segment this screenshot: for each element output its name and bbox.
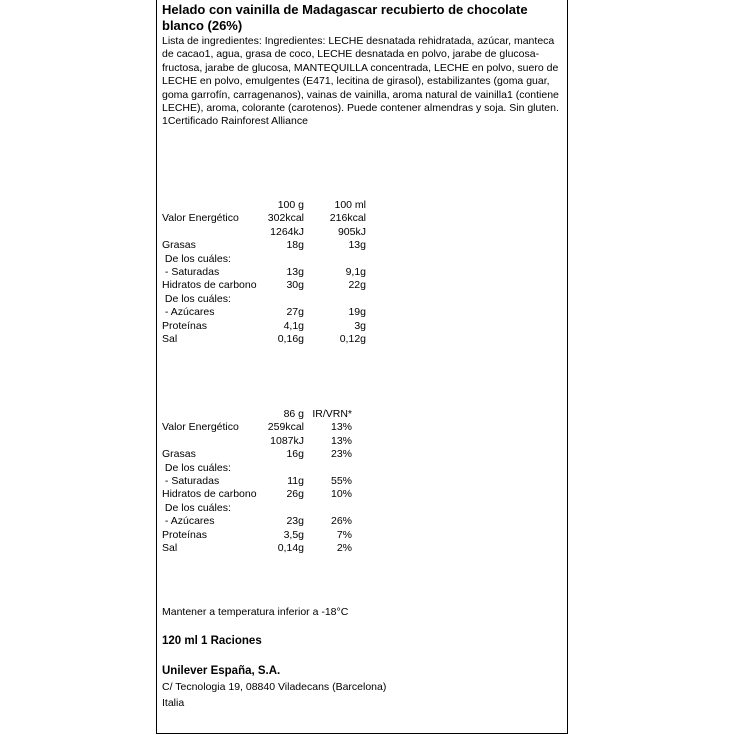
value-col-2: 10% xyxy=(330,488,352,501)
table-row xyxy=(162,333,562,346)
value-col-1: 23g xyxy=(286,515,304,528)
row-label: De los cuáles: xyxy=(162,252,231,265)
value-col-2: 216kcal xyxy=(329,212,366,225)
row-label: - Azúcares xyxy=(162,515,215,528)
row-label: - Saturadas xyxy=(162,266,220,278)
value-col-2: 19g xyxy=(348,306,366,319)
table-row xyxy=(162,435,562,448)
company-address: C/ Tecnologia 19, 08840 Viladecans (Barcelona) xyxy=(162,681,387,693)
value-col-1: 30g xyxy=(286,279,304,292)
table-row xyxy=(162,293,562,306)
value-col-2: 13% xyxy=(330,421,352,434)
row-label: Hidratos de carbono xyxy=(162,279,257,292)
row-label: Proteínas xyxy=(162,528,207,541)
value-col-1: 100 g xyxy=(277,199,304,211)
table-row xyxy=(162,226,562,239)
value-col-2: 55% xyxy=(330,475,352,487)
table-row xyxy=(162,475,562,488)
value-col-1: 1087kJ xyxy=(270,434,304,447)
row-label: - Saturadas xyxy=(162,475,220,487)
product-title: Helado con vainilla de Madagascar recubierto de chocolate blanco (26%) xyxy=(162,2,528,33)
row-label: Valor Energético xyxy=(162,421,239,434)
value-col-1: 26g xyxy=(286,488,304,501)
company-name: Unilever España, S.A. xyxy=(162,665,281,677)
value-col-2: IR/VRN* xyxy=(312,408,352,420)
value-col-1: 18g xyxy=(286,239,304,252)
value-col-1: 16g xyxy=(286,448,304,461)
value-col-1: 3,5g xyxy=(283,528,304,541)
value-col-1: 302kcal xyxy=(267,212,304,225)
value-col-2: 0,12g xyxy=(339,333,366,345)
value-col-1: 11g xyxy=(287,475,304,487)
row-label: Valor Energético xyxy=(162,212,239,225)
table-row xyxy=(162,279,562,292)
value-col-1: 27g xyxy=(286,306,304,319)
portion-info: 120 ml 1 Raciones xyxy=(162,635,262,647)
row-label: Sal xyxy=(162,333,178,345)
table-row xyxy=(162,448,562,461)
row-label: Proteínas xyxy=(162,319,207,332)
value-col-2: 13% xyxy=(330,434,352,447)
value-col-1: 0,14g xyxy=(277,542,304,554)
value-col-1: 259kcal xyxy=(267,421,304,434)
table-row xyxy=(162,462,562,475)
table-row xyxy=(162,320,562,333)
storage-note: Mantener a temperatura inferior a -18°C xyxy=(162,606,349,618)
table-row xyxy=(162,529,562,542)
value-col-2: 23% xyxy=(330,448,352,461)
value-col-1: 4,1g xyxy=(283,319,304,332)
value-col-1: 86 g xyxy=(283,408,304,420)
value-col-1: 0,16g xyxy=(277,333,304,345)
value-col-2: 22g xyxy=(348,279,366,292)
value-col-1: 1264kJ xyxy=(270,225,304,238)
table-row xyxy=(162,239,562,252)
value-col-2: 13g xyxy=(348,239,366,252)
table-row xyxy=(162,212,562,225)
company-country: Italia xyxy=(162,697,185,709)
table-row xyxy=(162,266,562,279)
table-row xyxy=(162,502,562,515)
value-col-2: 9,1g xyxy=(345,266,366,278)
row-label: Grasas xyxy=(162,239,196,252)
row-label: Sal xyxy=(162,542,178,554)
table-header xyxy=(162,408,562,421)
table-row xyxy=(162,488,562,501)
table-row xyxy=(162,421,562,434)
row-label: De los cuáles: xyxy=(162,461,231,474)
value-col-1: 13g xyxy=(286,266,304,278)
row-label: De los cuáles: xyxy=(162,292,231,305)
row-label: - Azúcares xyxy=(162,306,215,319)
table-row xyxy=(162,515,562,528)
value-col-2: 2% xyxy=(336,542,352,554)
table-row xyxy=(162,542,562,555)
table-header xyxy=(162,199,562,212)
value-col-2: 26% xyxy=(330,515,352,528)
ingredients-list: Lista de ingredientes: Ingredientes: LECHE desnatada rehidratada, azúcar, manteca de cacao1, agua, grasa de coco, LECHE desnatada en polvo, jarabe de glucosa-fructosa, jarabe de glucosa, MANTEQUILLA concentrada, LECHE en polvo, suero de LECHE en polvo, emulgentes (E471, lecitina de girasol), estabilizantes (goma guar, goma garrofín, carragenanos), vainas de vainilla, aroma natural de vainilla1 (contiene LECHE), aroma, colorante (carotenos). Puede contener almendras y soja. Sin gluten. 1Certificado Rainforest Alliance xyxy=(162,35,559,128)
table-row xyxy=(162,306,562,319)
row-label: De los cuáles: xyxy=(162,501,231,514)
value-col-2: 3g xyxy=(354,319,366,332)
row-label: Grasas xyxy=(162,448,196,461)
table-row xyxy=(162,253,562,266)
value-col-2: 905kJ xyxy=(337,225,366,238)
value-col-2: 7% xyxy=(336,528,352,541)
value-col-2: 100 ml xyxy=(334,199,366,211)
row-label: Hidratos de carbono xyxy=(162,488,257,501)
